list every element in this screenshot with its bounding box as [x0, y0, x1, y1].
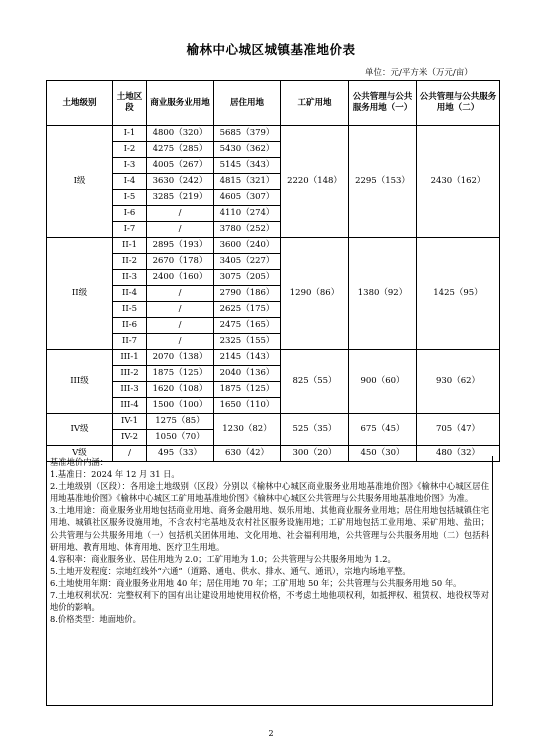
zone-cell: III-4	[113, 398, 147, 414]
commercial-cell: 495（33）	[147, 446, 214, 462]
residential-cell: 5430（362）	[214, 142, 281, 158]
residential-cell: 2325（155）	[214, 334, 281, 350]
note-item: 1.基准日：2024 年 12 月 31 日。	[50, 469, 180, 480]
residential-cell: 2145（143）	[214, 350, 281, 366]
header-industrial: 工矿用地	[281, 81, 349, 126]
commercial-cell: 2400（160）	[147, 270, 214, 286]
residential-cell: 2625（175）	[214, 302, 281, 318]
unit-label: 单位：元/平方米（万元/亩）	[365, 68, 473, 78]
residential-cell: 3075（205）	[214, 270, 281, 286]
page-title: 榆林中心城区城镇基准地价表	[186, 42, 356, 57]
note-item: 3.土地用途：商业服务业用地包括商业用地、商务金融用地、娱乐用地、其他商业服务业用地；居住用地包括城镇住宅用地、城镇社区服务设施用地，不含农村宅基地及农村社区服务设施用地；工矿用地包括工业用地、采矿用地、盐田；公共管理与公共服务用地（一）包括机关团体用地、文化用地、社会福利用地，公共管理与公共服务用地（二）包括科研用地、教育用地、体育用地、医疗卫生用地。	[50, 505, 489, 552]
zone-cell: I-4	[113, 174, 147, 190]
zone-cell: II-7	[113, 334, 147, 350]
zone-cell: II-1	[113, 238, 147, 254]
level-cell: II级	[47, 238, 113, 350]
public2-cell: 480（32）	[417, 446, 500, 462]
residential-cell: 2475（165）	[214, 318, 281, 334]
zone-cell: IV-1	[113, 414, 147, 430]
zone-cell: II-5	[113, 302, 147, 318]
commercial-cell: 1050（70）	[147, 430, 214, 446]
residential-cell: 5145（343）	[214, 158, 281, 174]
commercial-cell: 4005（267）	[147, 158, 214, 174]
zone-cell: I-7	[113, 222, 147, 238]
zone-cell: III-2	[113, 366, 147, 382]
industrial-cell: 1290（86）	[281, 238, 349, 350]
commercial-cell: 4800（320）	[147, 126, 214, 142]
industrial-cell: 825（55）	[281, 350, 349, 414]
industrial-cell: 525（35）	[281, 414, 349, 446]
residential-cell: 630（42）	[214, 446, 281, 462]
zone-cell: II-6	[113, 318, 147, 334]
zone-cell: II-2	[113, 254, 147, 270]
residential-cell: 3405（227）	[214, 254, 281, 270]
residential-cell: 1875（125）	[214, 382, 281, 398]
table-row	[47, 238, 500, 254]
table-row	[47, 350, 500, 366]
public2-cell: 930（62）	[417, 350, 500, 414]
zone-cell: III-3	[113, 382, 147, 398]
header-public-2: 公共管理与公共服务用地（二）	[417, 81, 500, 126]
note-item: 2.土地级别（区段）：各用途土地级别（区段）分别以《榆林中心城区商业服务业用地基准地价图》《榆林中心城区居住用地基准地价图》《榆林中心城区工矿用地基准地价图》《榆林中心城区公共管理与公共服务用地基准地价图》为准。	[50, 481, 489, 504]
zone-cell: III-1	[113, 350, 147, 366]
residential-cell: 5685（379）	[214, 126, 281, 142]
zone-cell: II-4	[113, 286, 147, 302]
public1-cell: 675（45）	[349, 414, 417, 446]
residential-cell: 1230（82）	[214, 414, 281, 446]
level-cell: I级	[47, 126, 113, 238]
residential-cell: 3780（252）	[214, 222, 281, 238]
level-cell: V级	[47, 446, 113, 462]
residential-cell: 2790（186）	[214, 286, 281, 302]
table-row	[47, 414, 500, 430]
residential-cell: 2040（136）	[214, 366, 281, 382]
header-public-1: 公共管理与公共服务用地（一）	[349, 81, 417, 126]
commercial-cell: 2670（178）	[147, 254, 214, 270]
industrial-cell: 300（20）	[281, 446, 349, 462]
note-item: 5.土地开发程度：宗地红线外“六通”（道路、通电、供水、排水、通气、通讯），宗地内场地平整。	[50, 565, 411, 576]
zone-cell: I-1	[113, 126, 147, 142]
commercial-cell: 2895（193）	[147, 238, 214, 254]
commercial-cell: /	[147, 334, 214, 350]
commercial-cell: 1275（85）	[147, 414, 214, 430]
level-cell: III级	[47, 350, 113, 414]
residential-cell: 3600（240）	[214, 238, 281, 254]
commercial-cell: /	[147, 206, 214, 222]
zone-cell: IV-2	[113, 430, 147, 446]
header-zone: 土地区段	[113, 81, 147, 126]
residential-cell: 4605（307）	[214, 190, 281, 206]
note-heading: 基准地价内涵：	[50, 457, 109, 467]
residential-cell: 1650（110）	[214, 398, 281, 414]
header-residential: 居住用地	[214, 81, 281, 126]
public1-cell: 900（60）	[349, 350, 417, 414]
commercial-cell: /	[147, 318, 214, 334]
note-item: 6.土地使用年期：商业服务业用地 40 年；居住用地 70 年；工矿用地 50 年；公共管理与公共服务用地 50 年。	[50, 577, 462, 588]
commercial-cell: 1875（125）	[147, 366, 214, 382]
commercial-cell: 1500（100）	[147, 398, 214, 414]
notes-box	[46, 456, 493, 706]
zone-cell: I-6	[113, 206, 147, 222]
zone-cell: I-5	[113, 190, 147, 206]
zone-cell: I-3	[113, 158, 147, 174]
commercial-cell: /	[147, 302, 214, 318]
residential-cell: 4815（321）	[214, 174, 281, 190]
commercial-cell: /	[147, 222, 214, 238]
note-item: 4.容积率：商业服务业、居住用地为 2.0；工矿用地为 1.0；公共管理与公共服务用地为 1.2。	[50, 553, 396, 564]
zone-cell: I-2	[113, 142, 147, 158]
commercial-cell: 2070（138）	[147, 350, 214, 366]
header-commercial: 商业服务业用地	[147, 81, 214, 126]
zone-cell: /	[113, 446, 147, 462]
page-number: 2	[268, 729, 274, 738]
zone-cell: II-3	[113, 270, 147, 286]
public2-cell: 2430（162）	[417, 126, 500, 238]
table-row	[47, 126, 500, 142]
commercial-cell: 4275（285）	[147, 142, 214, 158]
industrial-cell: 2220（148）	[281, 126, 349, 238]
table-header-row	[47, 81, 500, 126]
public1-cell: 450（30）	[349, 446, 417, 462]
commercial-cell: 3630（242）	[147, 174, 214, 190]
public2-cell: 1425（95）	[417, 238, 500, 350]
public1-cell: 2295（153）	[349, 126, 417, 238]
commercial-cell: 3285（219）	[147, 190, 214, 206]
commercial-cell: 1620（108）	[147, 382, 214, 398]
public1-cell: 1380（92）	[349, 238, 417, 350]
commercial-cell: /	[147, 286, 214, 302]
note-item: 7.土地权利状况：完整权利下的国有出让建设用地使用权价格，不考虑土地他项权利，如抵押权、租赁权、地役权等对地价的影响。	[50, 590, 489, 613]
note-item: 8.价格类型：地面地价。	[50, 614, 141, 625]
header-level: 土地级别	[47, 81, 113, 126]
land-price-table	[46, 80, 500, 462]
public2-cell: 705（47）	[417, 414, 500, 446]
level-cell: IV级	[47, 414, 113, 446]
residential-cell: 4110（274）	[214, 206, 281, 222]
